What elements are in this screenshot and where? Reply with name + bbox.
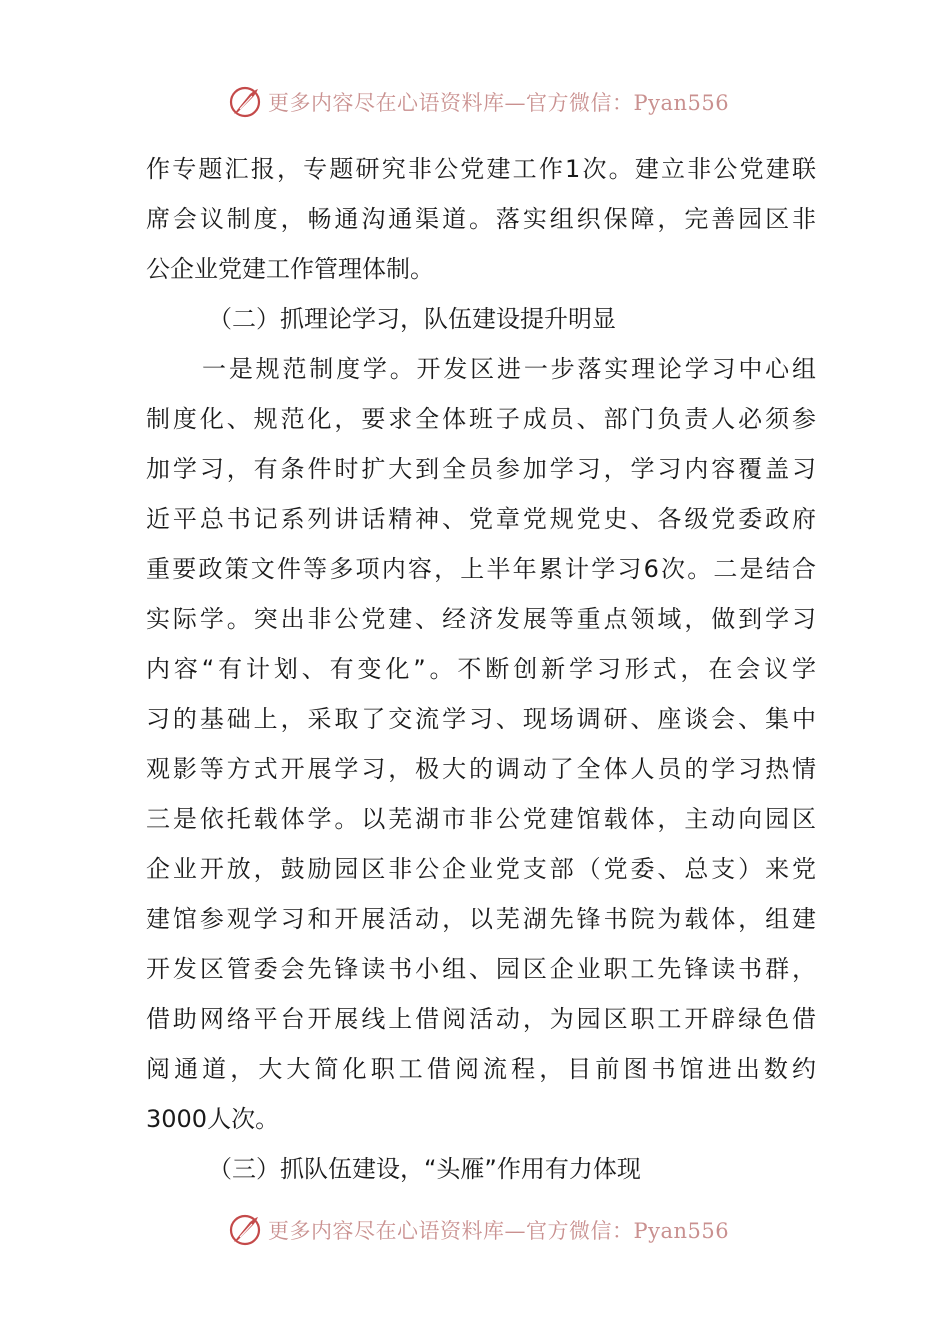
- section-heading-3: （三）抓队伍建设，“头雁”作用有力体现: [208, 1155, 641, 1183]
- paragraph-line: 开发区管委会先锋读书小组、园区企业职工先锋读书群，: [146, 955, 816, 983]
- document-body: [146, 144, 816, 1194]
- header-banner: [228, 82, 729, 122]
- paragraph-line: 企业开放，鼓励园区非公企业党支部（党委、总支）来党: [146, 855, 816, 883]
- quill-logo-icon: [228, 85, 262, 119]
- paragraph-line: 重要政策文件等多项内容，上半年累计学习6次。二是结合: [146, 555, 816, 583]
- quill-logo-icon: [228, 1213, 262, 1247]
- paragraph-line: 实际学。突出非公党建、经济发展等重点领域，做到学习: [146, 605, 816, 633]
- header-banner-text: 更多内容尽在心语资料库—官方微信：Pyan556: [268, 91, 730, 115]
- paragraph-line: 习的基础上，采取了交流学习、现场调研、座谈会、集中: [146, 705, 816, 733]
- paragraph-line: 3000人次。: [146, 1105, 280, 1133]
- paragraph-line: 近平总书记系列讲话精神、党章党规党史、各级党委政府: [146, 505, 816, 533]
- section-heading-2: （二）抓理论学习，队伍建设提升明显: [208, 305, 616, 333]
- paragraph-line: 阅通道，大大简化职工借阅流程，目前图书馆进出数约: [146, 1055, 816, 1083]
- paragraph-line: 作专题汇报，专题研究非公党建工作1次。建立非公党建联: [146, 155, 816, 183]
- paragraph-line: 建馆参观学习和开展活动，以芜湖先锋书院为载体，组建: [146, 905, 816, 933]
- paragraph-line: 观影等方式开展学习，极大的调动了全体人员的学习热情: [146, 755, 816, 783]
- footer-banner-text: 更多内容尽在心语资料库—官方微信：Pyan556: [268, 1219, 730, 1243]
- paragraph-line: 三是依托载体学。以芜湖市非公党建馆载体，主动向园区: [146, 805, 816, 833]
- paragraph-line: 借助网络平台开展线上借阅活动，为园区职工开辟绿色借: [146, 1005, 816, 1033]
- paragraph-line: 制度化、规范化，要求全体班子成员、部门负责人必须参: [146, 405, 816, 433]
- paragraph-line: 内容“有计划、有变化”。不断创新学习形式，在会议学: [146, 655, 816, 683]
- paragraph-line: 公企业党建工作管理体制。: [146, 255, 434, 283]
- paragraph-line: 席会议制度，畅通沟通渠道。落实组织保障，完善园区非: [146, 205, 816, 233]
- paragraph-line: 加学习，有条件时扩大到全员参加学习，学习内容覆盖习: [146, 455, 816, 483]
- footer-banner: [228, 1210, 729, 1250]
- paragraph-line: 一是规范制度学。开发区进一步落实理论学习中心组: [202, 355, 816, 383]
